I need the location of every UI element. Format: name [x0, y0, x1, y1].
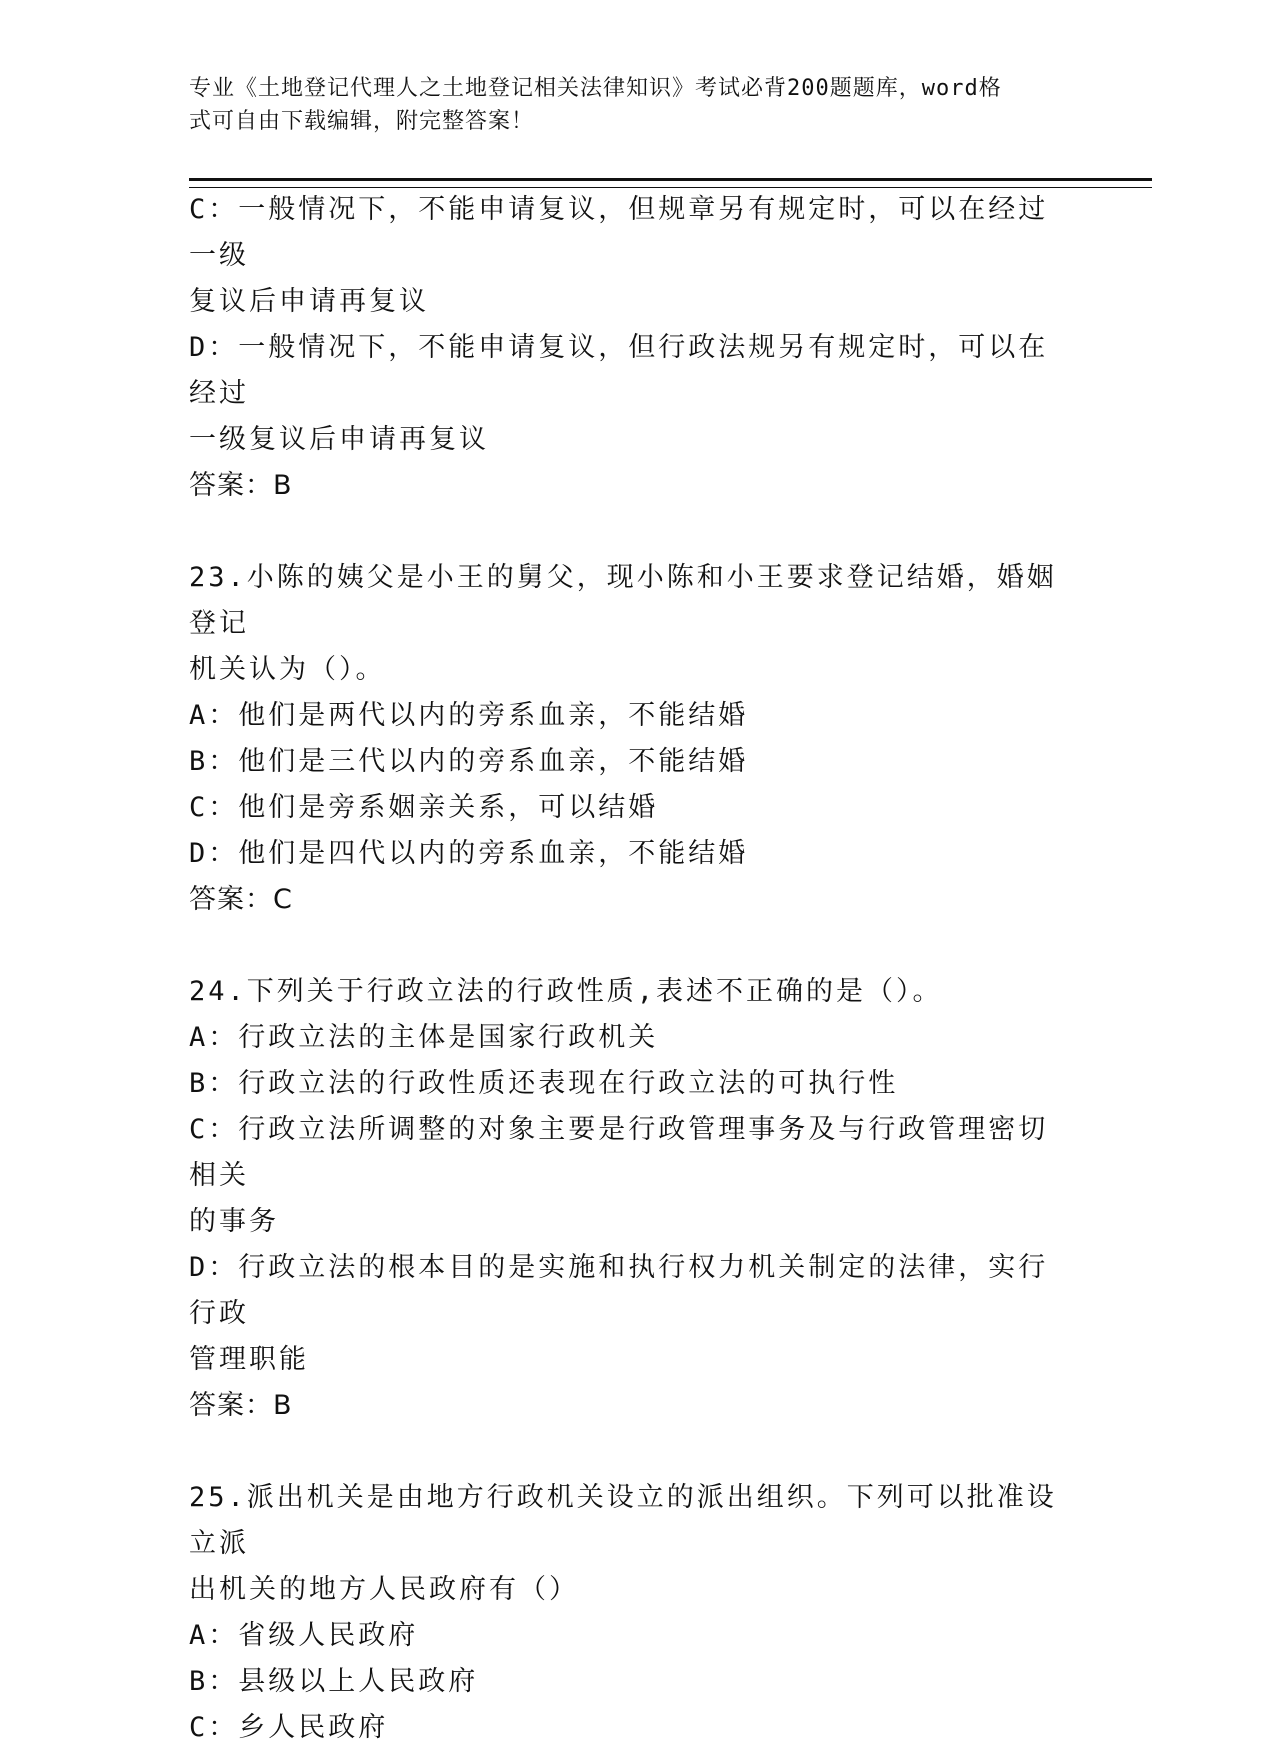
question-23-option-a: A：他们是两代以内的旁系血亲，不能结婚	[189, 700, 749, 731]
question-23-line-2: 机关认为（）。	[189, 654, 386, 685]
document-header	[189, 72, 1069, 138]
question-24-option-c-line-2: 的事务	[189, 1206, 279, 1237]
header-line-2: 式可自由下载编辑，附完整答案！	[189, 109, 535, 134]
spacer	[189, 509, 1069, 555]
question-24-option-b: B：行政立法的行政性质还表现在行政立法的可执行性	[189, 1068, 899, 1099]
option-d-line-1: D：一般情况下，不能申请复议，但行政法规另有规定时，可以在经过	[189, 332, 1049, 409]
question-25-option-b: B：县级以上人民政府	[189, 1666, 479, 1697]
spacer	[189, 1429, 1069, 1475]
header-line-1: 专业《土地登记代理人之土地登记相关法律知识》考试必背200题题库，word格	[189, 76, 1002, 101]
question-23-option-c: C：他们是旁系姻亲关系，可以结婚	[189, 792, 659, 823]
option-c-line-1: C：一般情况下，不能申请复议，但规章另有规定时，可以在经过一级	[189, 194, 1049, 271]
answer-24: 答案：B	[189, 1390, 293, 1421]
question-24-option-d-line-1: D：行政立法的根本目的是实施和执行权力机关制定的法律，实行行政	[189, 1252, 1049, 1329]
spacer	[189, 923, 1069, 969]
question-23-line-1: 23.小陈的姨父是小王的舅父，现小陈和小王要求登记结婚，婚姻登记	[189, 562, 1057, 639]
option-c-line-2: 复议后申请再复议	[189, 286, 429, 317]
question-24: 24.下列关于行政立法的行政性质,表述不正确的是（）。	[189, 976, 943, 1007]
question-24-option-a: A：行政立法的主体是国家行政机关	[189, 1022, 659, 1053]
question-24-option-d-line-2: 管理职能	[189, 1344, 309, 1375]
option-d-line-2: 一级复议后申请再复议	[189, 424, 489, 455]
answer-23: 答案：C	[189, 884, 293, 915]
question-23-option-b: B：他们是三代以内的旁系血亲，不能结婚	[189, 746, 749, 777]
question-25-line-1: 25.派出机关是由地方行政机关设立的派出组织。下列可以批准设立派	[189, 1482, 1057, 1559]
question-23-option-d: D：他们是四代以内的旁系血亲，不能结婚	[189, 838, 749, 869]
answer-22: 答案：B	[189, 470, 293, 501]
question-25-option-c: C：乡人民政府	[189, 1712, 389, 1743]
question-25-line-2: 出机关的地方人民政府有（）	[189, 1574, 579, 1605]
document-body	[189, 187, 1069, 1751]
question-24-option-c-line-1: C：行政立法所调整的对象主要是行政管理事务及与行政管理密切相关	[189, 1114, 1049, 1191]
question-25-option-a: A：省级人民政府	[189, 1620, 419, 1651]
